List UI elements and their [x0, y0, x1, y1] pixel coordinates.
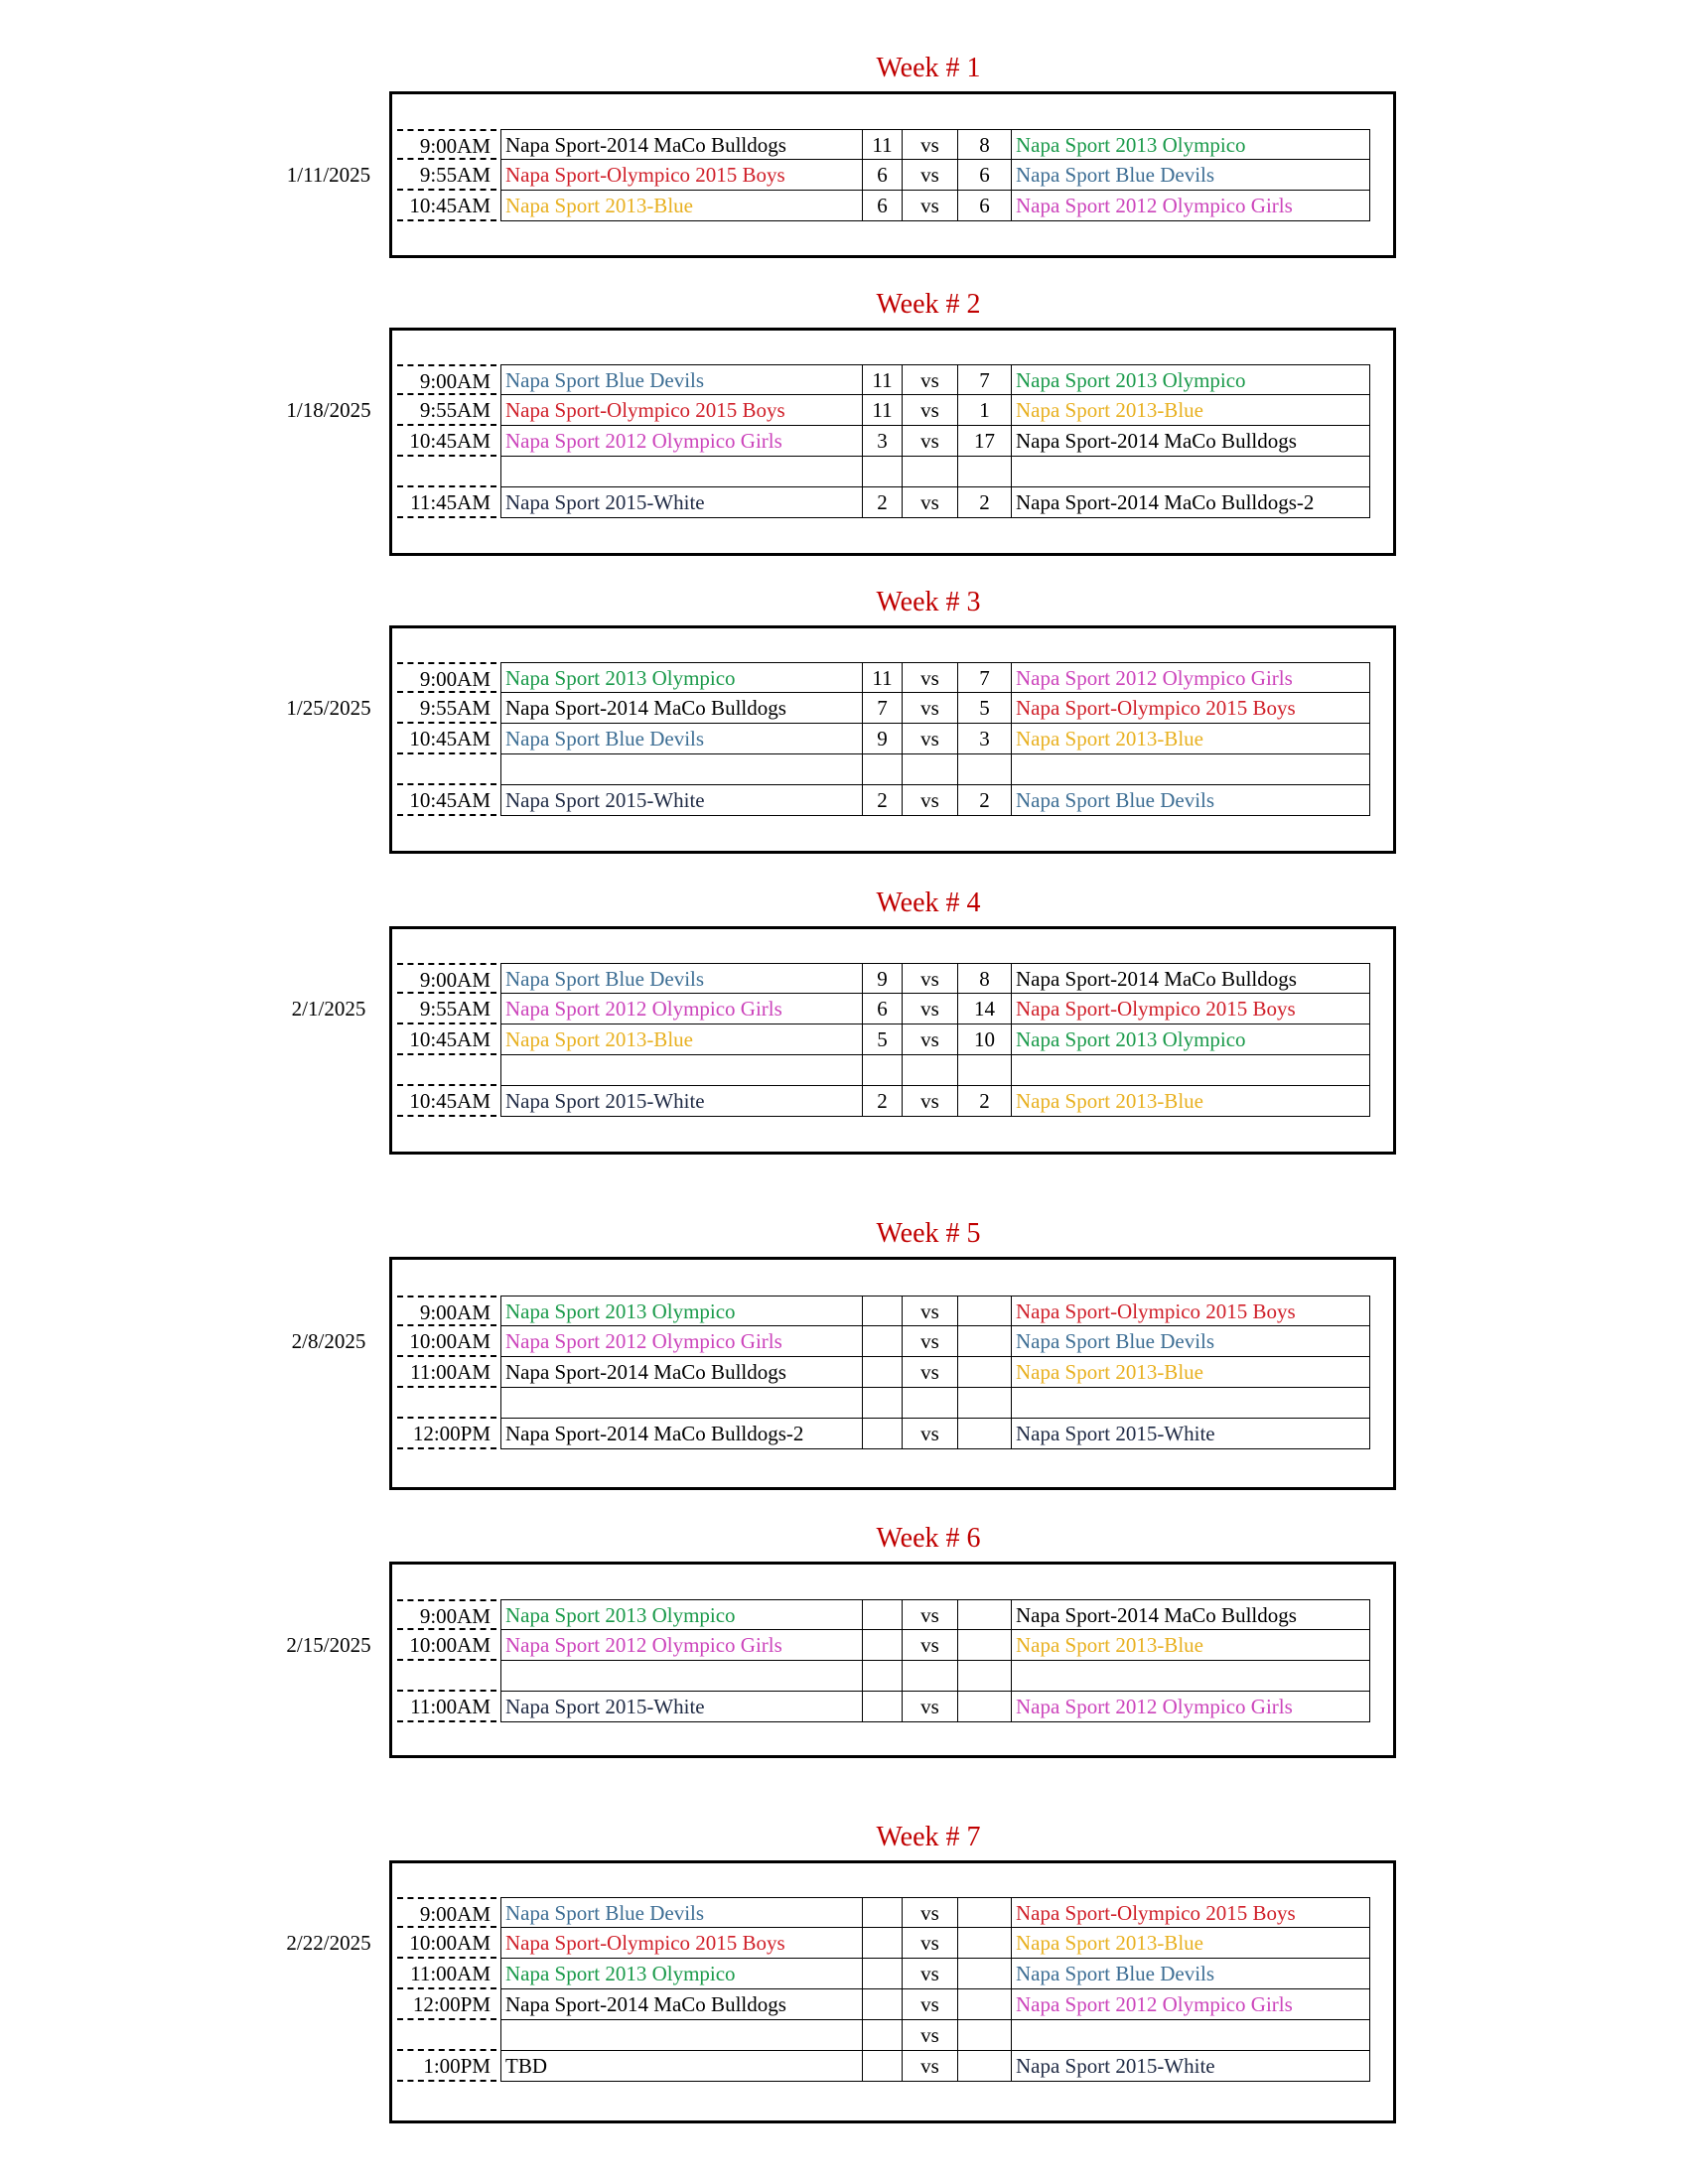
week-date: 2/1/2025: [291, 997, 366, 1021]
home-team: Napa Sport 2015-White: [500, 785, 862, 816]
games-table: [397, 129, 1370, 221]
game-row: [397, 1024, 1370, 1055]
away-team: Napa Sport 2013-Blue: [1011, 1928, 1370, 1959]
games-table: [397, 1599, 1370, 1722]
home-team: [500, 1055, 862, 1086]
away-team: Napa Sport-Olympico 2015 Boys: [1011, 1897, 1370, 1928]
away-team: Napa Sport 2013-Blue: [1011, 1357, 1370, 1388]
away-team: Napa Sport-2014 MaCo Bulldogs: [1011, 1599, 1370, 1630]
home-team: [500, 457, 862, 487]
game-time: 9:00AM: [397, 364, 496, 395]
versus-label: vs: [902, 191, 957, 221]
versus-label: vs: [902, 364, 957, 395]
away-score: [957, 754, 1011, 785]
game-time: 10:45AM: [397, 426, 496, 457]
home-score: 5: [862, 1024, 902, 1055]
game-row: [397, 2020, 1370, 2051]
home-team: Napa Sport 2013 Olympico: [500, 662, 862, 693]
home-score: 6: [862, 994, 902, 1024]
game-time: 10:00AM: [397, 1630, 496, 1661]
game-time: [397, 2020, 496, 2051]
home-score: 11: [862, 129, 902, 160]
game-row: [397, 1989, 1370, 2020]
home-score: [862, 1296, 902, 1326]
games-table: [397, 963, 1370, 1117]
home-team: Napa Sport-Olympico 2015 Boys: [500, 1928, 862, 1959]
away-team: Napa Sport 2013-Blue: [1011, 724, 1370, 754]
week-date: 1/18/2025: [286, 398, 371, 422]
game-time: [397, 1661, 496, 1692]
home-team: Napa Sport 2012 Olympico Girls: [500, 426, 862, 457]
home-score: 2: [862, 1086, 902, 1117]
home-score: 2: [862, 785, 902, 816]
home-score: [862, 754, 902, 785]
away-score: 3: [957, 724, 1011, 754]
week-date: 2/22/2025: [286, 1931, 371, 1955]
game-row: [397, 129, 1370, 160]
home-score: [862, 1692, 902, 1722]
away-score: [957, 1326, 1011, 1357]
home-score: 3: [862, 426, 902, 457]
home-team: Napa Sport 2013 Olympico: [500, 1599, 862, 1630]
away-score: [957, 2020, 1011, 2051]
away-team: Napa Sport 2013-Blue: [1011, 1630, 1370, 1661]
game-row: [397, 1086, 1370, 1117]
game-row: [397, 191, 1370, 221]
away-team: [1011, 1388, 1370, 1419]
versus-label: vs: [902, 160, 957, 191]
away-team: Napa Sport-2014 MaCo Bulldogs-2: [1011, 487, 1370, 518]
versus-label: vs: [902, 1692, 957, 1722]
away-score: [957, 1296, 1011, 1326]
away-score: [957, 1989, 1011, 2020]
game-row: [397, 1419, 1370, 1449]
away-score: [957, 1357, 1011, 1388]
home-team: Napa Sport 2013 Olympico: [500, 1959, 862, 1989]
home-team: Napa Sport Blue Devils: [500, 724, 862, 754]
game-time: 9:00AM: [397, 129, 496, 160]
home-score: [862, 1326, 902, 1357]
game-time: 9:55AM: [397, 160, 496, 191]
away-team: Napa Sport 2012 Olympico Girls: [1011, 191, 1370, 221]
game-row: [397, 1599, 1370, 1630]
away-team: Napa Sport Blue Devils: [1011, 1959, 1370, 1989]
away-score: 6: [957, 191, 1011, 221]
away-score: 7: [957, 364, 1011, 395]
versus-label: [902, 457, 957, 487]
away-score: [957, 1630, 1011, 1661]
game-row: [397, 785, 1370, 816]
game-row: [397, 1928, 1370, 1959]
home-team: Napa Sport 2013-Blue: [500, 1024, 862, 1055]
away-team: Napa Sport-Olympico 2015 Boys: [1011, 994, 1370, 1024]
home-team: Napa Sport-2014 MaCo Bulldogs: [500, 129, 862, 160]
home-score: [862, 1897, 902, 1928]
week-title: Week # 1: [876, 53, 981, 83]
game-row: [397, 364, 1370, 395]
game-time: 10:45AM: [397, 724, 496, 754]
versus-label: vs: [902, 1326, 957, 1357]
home-score: 6: [862, 160, 902, 191]
away-team: [1011, 2020, 1370, 2051]
home-team: TBD: [500, 2051, 862, 2082]
versus-label: vs: [902, 1086, 957, 1117]
away-score: 5: [957, 693, 1011, 724]
versus-label: vs: [902, 1357, 957, 1388]
game-row: [397, 1897, 1370, 1928]
home-score: [862, 1661, 902, 1692]
game-time: 10:45AM: [397, 1086, 496, 1117]
away-team: Napa Sport 2015-White: [1011, 2051, 1370, 2082]
game-time: 12:00PM: [397, 1419, 496, 1449]
home-team: Napa Sport 2015-White: [500, 1692, 862, 1722]
away-score: [957, 1897, 1011, 1928]
home-team: Napa Sport 2013 Olympico: [500, 1296, 862, 1326]
game-time: 9:55AM: [397, 395, 496, 426]
home-score: [862, 2051, 902, 2082]
versus-label: vs: [902, 785, 957, 816]
versus-label: vs: [902, 1928, 957, 1959]
home-score: [862, 1599, 902, 1630]
away-score: 6: [957, 160, 1011, 191]
week-title: Week # 4: [876, 887, 981, 918]
home-team: Napa Sport Blue Devils: [500, 963, 862, 994]
game-time: 9:00AM: [397, 1296, 496, 1326]
game-time: 10:45AM: [397, 191, 496, 221]
game-row: [397, 1661, 1370, 1692]
away-team: Napa Sport 2015-White: [1011, 1419, 1370, 1449]
week-date: 2/15/2025: [286, 1633, 371, 1657]
away-score: 2: [957, 1086, 1011, 1117]
away-score: 10: [957, 1024, 1011, 1055]
away-team: Napa Sport 2012 Olympico Girls: [1011, 662, 1370, 693]
game-row: [397, 1357, 1370, 1388]
home-score: [862, 1989, 902, 2020]
versus-label: vs: [902, 1959, 957, 1989]
away-team: Napa Sport-2014 MaCo Bulldogs: [1011, 426, 1370, 457]
versus-label: vs: [902, 129, 957, 160]
versus-label: vs: [902, 724, 957, 754]
home-score: 9: [862, 724, 902, 754]
away-team: Napa Sport-Olympico 2015 Boys: [1011, 693, 1370, 724]
versus-label: [902, 1661, 957, 1692]
home-team: [500, 1388, 862, 1419]
versus-label: vs: [902, 994, 957, 1024]
away-score: [957, 1599, 1011, 1630]
versus-label: vs: [902, 2051, 957, 2082]
home-score: 11: [862, 395, 902, 426]
game-time: [397, 754, 496, 785]
away-team: Napa Sport 2013-Blue: [1011, 395, 1370, 426]
away-score: 8: [957, 963, 1011, 994]
game-row: [397, 2051, 1370, 2082]
versus-label: vs: [902, 426, 957, 457]
home-team: [500, 754, 862, 785]
home-team: Napa Sport 2015-White: [500, 1086, 862, 1117]
game-time: [397, 457, 496, 487]
home-team: Napa Sport Blue Devils: [500, 364, 862, 395]
games-table: [397, 364, 1370, 518]
away-team: [1011, 1661, 1370, 1692]
away-team: Napa Sport 2013-Blue: [1011, 1086, 1370, 1117]
away-score: [957, 1388, 1011, 1419]
versus-label: vs: [902, 1419, 957, 1449]
home-team: Napa Sport 2012 Olympico Girls: [500, 994, 862, 1024]
game-row: [397, 1630, 1370, 1661]
away-team: Napa Sport Blue Devils: [1011, 1326, 1370, 1357]
away-score: 2: [957, 785, 1011, 816]
week-title: Week # 7: [876, 1822, 981, 1852]
game-row: [397, 724, 1370, 754]
game-time: 11:00AM: [397, 1959, 496, 1989]
home-score: [862, 457, 902, 487]
versus-label: [902, 754, 957, 785]
home-team: [500, 1661, 862, 1692]
home-score: [862, 1419, 902, 1449]
home-score: 7: [862, 693, 902, 724]
game-row: [397, 1388, 1370, 1419]
home-team: Napa Sport 2015-White: [500, 487, 862, 518]
home-score: 6: [862, 191, 902, 221]
game-time: 11:00AM: [397, 1692, 496, 1722]
game-row: [397, 963, 1370, 994]
game-row: [397, 754, 1370, 785]
away-team: [1011, 1055, 1370, 1086]
home-team: [500, 2020, 862, 2051]
away-score: [957, 1928, 1011, 1959]
away-team: Napa Sport-Olympico 2015 Boys: [1011, 1296, 1370, 1326]
home-score: [862, 1388, 902, 1419]
away-score: [957, 1055, 1011, 1086]
versus-label: vs: [902, 487, 957, 518]
week-title: Week # 2: [876, 289, 981, 320]
away-score: [957, 2051, 1011, 2082]
home-team: Napa Sport-2014 MaCo Bulldogs-2: [500, 1419, 862, 1449]
away-team: Napa Sport 2012 Olympico Girls: [1011, 1692, 1370, 1722]
game-row: [397, 426, 1370, 457]
home-team: Napa Sport 2013-Blue: [500, 191, 862, 221]
week-title: Week # 3: [876, 587, 981, 617]
versus-label: vs: [902, 1599, 957, 1630]
game-time: 11:45AM: [397, 487, 496, 518]
games-table: [397, 1296, 1370, 1449]
versus-label: vs: [902, 662, 957, 693]
home-score: [862, 1055, 902, 1086]
game-row: [397, 1692, 1370, 1722]
away-score: [957, 1692, 1011, 1722]
game-row: [397, 1959, 1370, 1989]
versus-label: vs: [902, 1630, 957, 1661]
away-score: 8: [957, 129, 1011, 160]
away-team: Napa Sport 2012 Olympico Girls: [1011, 1989, 1370, 2020]
home-team: Napa Sport-2014 MaCo Bulldogs: [500, 693, 862, 724]
away-score: 7: [957, 662, 1011, 693]
week-title: Week # 5: [876, 1218, 981, 1249]
game-time: 12:00PM: [397, 1989, 496, 2020]
versus-label: vs: [902, 1989, 957, 2020]
game-time: 9:00AM: [397, 963, 496, 994]
game-time: [397, 1055, 496, 1086]
game-time: 9:00AM: [397, 662, 496, 693]
game-row: [397, 994, 1370, 1024]
home-score: [862, 1928, 902, 1959]
home-score: [862, 1357, 902, 1388]
away-team: [1011, 457, 1370, 487]
week-title: Week # 6: [876, 1523, 981, 1554]
versus-label: [902, 1388, 957, 1419]
versus-label: vs: [902, 395, 957, 426]
versus-label: [902, 1055, 957, 1086]
game-row: [397, 395, 1370, 426]
away-team: Napa Sport 2013 Olympico: [1011, 129, 1370, 160]
home-score: 11: [862, 364, 902, 395]
away-score: [957, 457, 1011, 487]
game-time: 10:00AM: [397, 1928, 496, 1959]
away-team: Napa Sport 2013 Olympico: [1011, 364, 1370, 395]
game-time: 9:55AM: [397, 994, 496, 1024]
games-table: [397, 1897, 1370, 2082]
game-time: 10:45AM: [397, 785, 496, 816]
game-row: [397, 1296, 1370, 1326]
game-row: [397, 662, 1370, 693]
game-row: [397, 1055, 1370, 1086]
game-time: [397, 1388, 496, 1419]
away-score: 17: [957, 426, 1011, 457]
home-score: [862, 2020, 902, 2051]
away-score: [957, 1419, 1011, 1449]
game-time: 10:00AM: [397, 1326, 496, 1357]
game-time: 11:00AM: [397, 1357, 496, 1388]
game-time: 10:45AM: [397, 1024, 496, 1055]
games-table: [397, 662, 1370, 816]
game-row: [397, 693, 1370, 724]
away-score: [957, 1959, 1011, 1989]
home-team: Napa Sport-Olympico 2015 Boys: [500, 160, 862, 191]
game-row: [397, 1326, 1370, 1357]
week-date: 2/8/2025: [291, 1329, 366, 1353]
away-team: Napa Sport-2014 MaCo Bulldogs: [1011, 963, 1370, 994]
game-time: 9:00AM: [397, 1599, 496, 1630]
away-team: Napa Sport Blue Devils: [1011, 160, 1370, 191]
home-team: Napa Sport-Olympico 2015 Boys: [500, 395, 862, 426]
away-score: [957, 1661, 1011, 1692]
game-time: 1:00PM: [397, 2051, 496, 2082]
versus-label: vs: [902, 1897, 957, 1928]
home-team: Napa Sport-2014 MaCo Bulldogs: [500, 1989, 862, 2020]
game-row: [397, 457, 1370, 487]
home-team: Napa Sport 2012 Olympico Girls: [500, 1630, 862, 1661]
versus-label: vs: [902, 2020, 957, 2051]
game-time: 9:00AM: [397, 1897, 496, 1928]
game-row: [397, 487, 1370, 518]
home-team: Napa Sport Blue Devils: [500, 1897, 862, 1928]
game-time: 9:55AM: [397, 693, 496, 724]
week-date: 1/25/2025: [286, 696, 371, 720]
week-date: 1/11/2025: [286, 163, 371, 187]
away-team: [1011, 754, 1370, 785]
away-score: 1: [957, 395, 1011, 426]
versus-label: vs: [902, 693, 957, 724]
away-score: 2: [957, 487, 1011, 518]
home-team: Napa Sport 2012 Olympico Girls: [500, 1326, 862, 1357]
away-team: Napa Sport Blue Devils: [1011, 785, 1370, 816]
away-team: Napa Sport 2013 Olympico: [1011, 1024, 1370, 1055]
home-score: [862, 1630, 902, 1661]
home-score: [862, 1959, 902, 1989]
home-score: 11: [862, 662, 902, 693]
versus-label: vs: [902, 1296, 957, 1326]
versus-label: vs: [902, 1024, 957, 1055]
home-team: Napa Sport-2014 MaCo Bulldogs: [500, 1357, 862, 1388]
versus-label: vs: [902, 963, 957, 994]
home-score: 9: [862, 963, 902, 994]
away-score: 14: [957, 994, 1011, 1024]
game-row: [397, 160, 1370, 191]
home-score: 2: [862, 487, 902, 518]
